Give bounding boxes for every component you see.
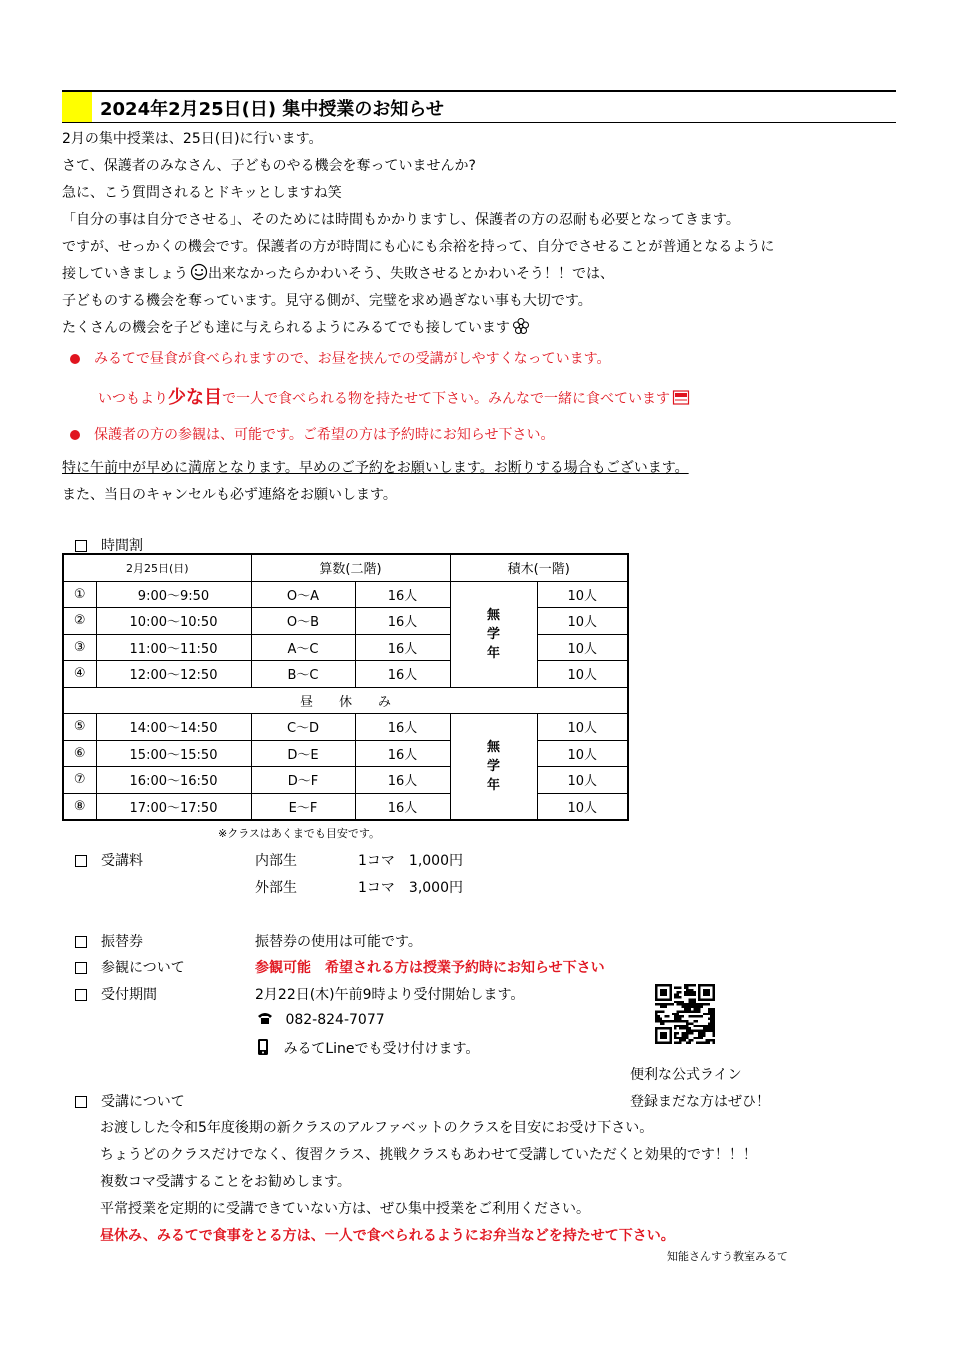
blocks-capacity: 10人 xyxy=(537,608,628,635)
title-bar xyxy=(62,90,896,123)
period-number: ③ xyxy=(63,634,96,661)
period-time: 16:00～16:50 xyxy=(96,767,251,794)
bullet-icon xyxy=(70,430,80,440)
bento-icon xyxy=(672,388,690,410)
line-promo-2: 登録まだな方はぜひ！ xyxy=(630,1094,770,1110)
intro-line: 「自分の事は自分でさせる」、そのためには時間もかかりますし、保護者の方の忍耐も必要となってきます。 xyxy=(62,212,740,228)
bullet-icon xyxy=(70,354,80,364)
notice-text: みるてで昼食が食べられますので、お昼を挟んでの受講がしやすくなっています。 xyxy=(94,351,611,367)
notice-cancel: また、当日のキャンセルも必ず連絡をお願いします。 xyxy=(62,487,397,503)
class-range: E～F xyxy=(251,793,355,820)
phone-number[interactable]: 082-824-7077 xyxy=(285,1012,385,1028)
visit-label: 参観について xyxy=(75,957,185,977)
table-row xyxy=(63,634,628,661)
reception-value: 2月22日(木)午前9時より受付開始します。 xyxy=(255,987,525,1003)
period-time: 17:00～17:50 xyxy=(96,793,251,820)
fees-label: 受講料 xyxy=(75,850,143,870)
math-header: 算数(二階) xyxy=(251,554,450,581)
intro-text: 接していきましょう xyxy=(62,266,188,282)
blocks-header: 積木(一階) xyxy=(450,554,628,581)
blocks-capacity: 10人 xyxy=(537,661,628,688)
no-grade-label: 無 学 年 xyxy=(450,714,537,821)
fee-external-label: 外部生 xyxy=(255,880,297,896)
notice-reservation: 特に午前中が早めに満席となります。早めのご予約をお願いします。お断りする場合もございます。 xyxy=(62,460,689,476)
notice-emphasis: 少な目 xyxy=(168,387,222,408)
schedule-table xyxy=(62,553,629,821)
attend-line: お渡しした令和5年度後期の新クラスのアルファベットのクラスを目安にお受け下さい。 xyxy=(100,1120,654,1136)
checkbox-icon xyxy=(75,855,87,867)
notice-lunch xyxy=(70,348,610,368)
class-range: A～C xyxy=(251,634,355,661)
period-number: ⑧ xyxy=(63,793,96,820)
intro-line-with-emoji xyxy=(62,263,614,285)
checkbox-icon xyxy=(75,540,87,552)
period-number: ⑤ xyxy=(63,714,96,741)
notice-text: で一人で食べられる物を持たせて下さい。みんなで一緒に食べています xyxy=(222,391,670,407)
intro-text: たくさんの機会を子ども達に与えられるようにみるてでも接しています xyxy=(62,320,510,336)
lunch-row xyxy=(63,687,628,714)
notice-lunch-detail xyxy=(98,383,690,410)
date-header: 2月25日(日) xyxy=(63,554,251,581)
table-row xyxy=(63,740,628,767)
period-time: 10:00～10:50 xyxy=(96,608,251,635)
math-capacity: 16人 xyxy=(355,661,450,688)
lunch-break: 昼 休 み xyxy=(63,687,628,714)
table-row xyxy=(63,581,628,608)
blocks-capacity: 10人 xyxy=(537,634,628,661)
mobile-icon xyxy=(257,1038,269,1060)
math-capacity: 16人 xyxy=(355,793,450,820)
fee-internal-value: 1コマ 1,000円 xyxy=(358,853,463,869)
class-range: B～C xyxy=(251,661,355,688)
table-header-row xyxy=(63,554,628,581)
table-row xyxy=(63,661,628,688)
checkbox-icon xyxy=(75,936,87,948)
class-range: D～F xyxy=(251,767,355,794)
table-row xyxy=(63,793,628,820)
fee-external-value: 1コマ 3,000円 xyxy=(358,880,463,896)
period-time: 11:00～11:50 xyxy=(96,634,251,661)
table-row xyxy=(63,767,628,794)
class-range: O～B xyxy=(251,608,355,635)
class-range: D～E xyxy=(251,740,355,767)
math-capacity: 16人 xyxy=(355,581,450,608)
footer-org: 知能さんすう教室みるて xyxy=(667,1250,788,1263)
smile-icon xyxy=(190,263,208,285)
math-capacity: 16人 xyxy=(355,608,450,635)
attend-line: ちょうどのクラスだけでなく、復習クラス、挑戦クラスもあわせて受講していただくと効果的です！！！ xyxy=(100,1147,757,1163)
period-number: ⑦ xyxy=(63,767,96,794)
table-row xyxy=(63,608,628,635)
period-number: ② xyxy=(63,608,96,635)
period-time: 14:00～14:50 xyxy=(96,714,251,741)
period-time: 12:00～12:50 xyxy=(96,661,251,688)
intro-line: 急に、こう質問されるとドキッとしますね笑 xyxy=(62,185,342,201)
intro-line: さて、保護者のみなさん、子どものやる機会を奪っていませんか? xyxy=(62,158,476,174)
period-number: ① xyxy=(63,581,96,608)
phone-icon xyxy=(257,1011,273,1029)
blocks-capacity: 10人 xyxy=(537,714,628,741)
flower-icon xyxy=(512,317,530,339)
blocks-capacity: 10人 xyxy=(537,581,628,608)
notice-text: 保護者の方の参観は、可能です。ご希望の方は予約時にお知らせ下さい。 xyxy=(94,427,555,443)
class-range: C～D xyxy=(251,714,355,741)
notice-visit xyxy=(70,424,554,444)
fee-internal-label: 内部生 xyxy=(255,853,297,869)
checkbox-icon xyxy=(75,1096,87,1108)
qr-code-icon[interactable] xyxy=(655,984,715,1044)
math-capacity: 16人 xyxy=(355,634,450,661)
checkbox-icon xyxy=(75,989,87,1001)
table-row xyxy=(63,714,628,741)
reception-label: 受付期間 xyxy=(75,984,157,1004)
checkbox-icon xyxy=(75,962,87,974)
math-capacity: 16人 xyxy=(355,714,450,741)
period-time: 9:00～9:50 xyxy=(96,581,251,608)
attend-label: 受講について xyxy=(75,1091,185,1111)
phone-row xyxy=(255,1011,385,1029)
blocks-capacity: 10人 xyxy=(537,767,628,794)
intro-line: 子どものする機会を奪っています。見守る側が、完璧を求め過ぎない事も大切です。 xyxy=(62,293,592,309)
intro-line-with-flower xyxy=(62,317,530,339)
intro-text: 出来なかったらかわいそう、失敗させるとかわいそう！！では、 xyxy=(208,266,614,282)
period-number: ⑥ xyxy=(63,740,96,767)
page-title: 2024年2月25日(日) 集中授業のお知らせ xyxy=(100,99,444,120)
notice-text: いつもより xyxy=(98,391,168,407)
title-marker xyxy=(62,92,92,122)
line-promo-1: 便利な公式ライン xyxy=(630,1067,742,1083)
line-text: みるてLineでも受け付けます。 xyxy=(283,1041,480,1057)
table-note: ※クラスはあくまでも目安です。 xyxy=(218,827,381,840)
period-number: ④ xyxy=(63,661,96,688)
math-capacity: 16人 xyxy=(355,740,450,767)
schedule-heading: 時間割 xyxy=(75,535,143,555)
intro-line: 2月の集中授業は、25日(日)に行います。 xyxy=(62,131,323,147)
period-time: 15:00～15:50 xyxy=(96,740,251,767)
line-row xyxy=(255,1038,479,1060)
blocks-capacity: 10人 xyxy=(537,793,628,820)
attend-red-line: 昼休み、みるてで食事をとる方は、一人で食べられるようにお弁当などを持たせて下さい。 xyxy=(100,1228,675,1244)
attend-line: 平常授業を定期的に受講できていない方は、ぜひ集中授業をご利用ください。 xyxy=(100,1201,590,1217)
visit-value: 参観可能 希望される方は授業予約時にお知らせ下さい xyxy=(255,960,605,976)
voucher-label: 振替券 xyxy=(75,931,143,951)
voucher-value: 振替券の使用は可能です。 xyxy=(255,934,422,950)
intro-line: ですが、せっかくの機会です。保護者の方が時間にも心にも余裕を持って、自分でさせることが普通となるように xyxy=(62,239,775,255)
class-range: O～A xyxy=(251,581,355,608)
math-capacity: 16人 xyxy=(355,767,450,794)
attend-line: 複数コマ受講することをお勧めします。 xyxy=(100,1174,351,1190)
blocks-capacity: 10人 xyxy=(537,740,628,767)
no-grade-label: 無 学 年 xyxy=(450,581,537,687)
